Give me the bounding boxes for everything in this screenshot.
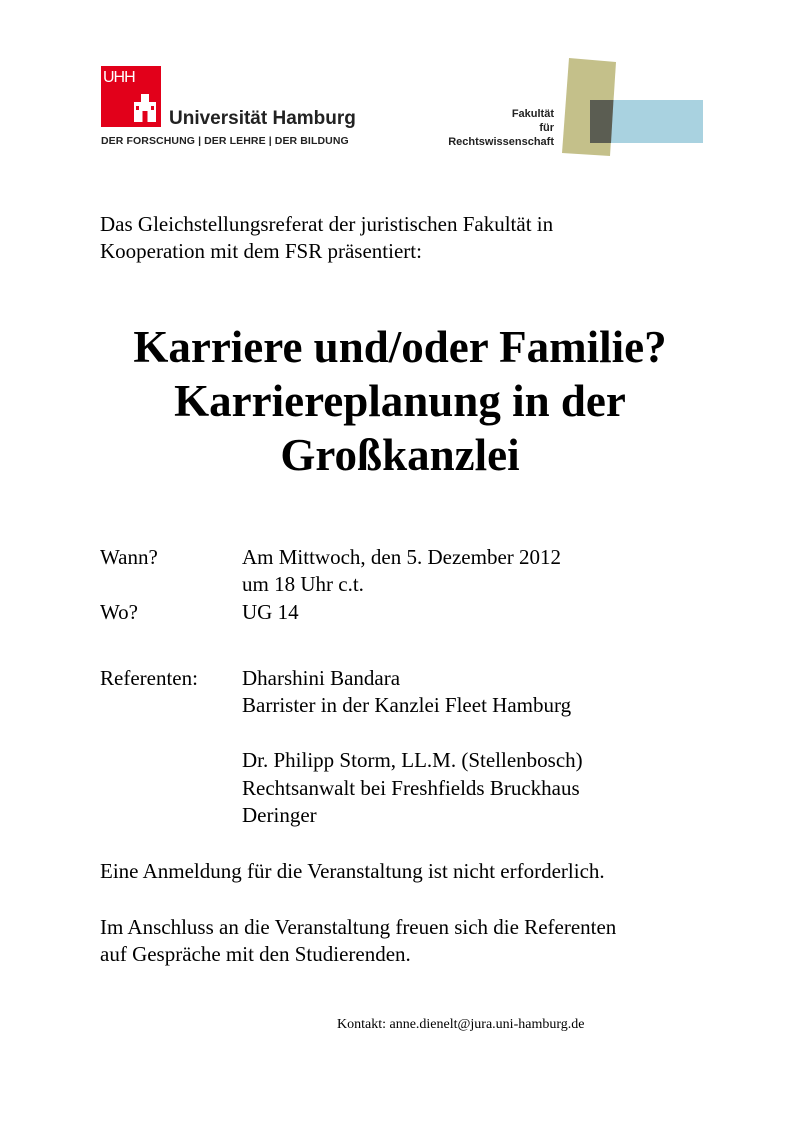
followup-note [100, 914, 720, 968]
intro-text [100, 211, 720, 265]
speakers-label: Referenten: [100, 666, 198, 690]
speaker-2-role-line-1: Rechtsanwalt bei Freshfields Bruckhaus [242, 776, 580, 800]
where-value: UG 14 [242, 600, 299, 624]
followup-line-2: auf Gespräche mit den Studierenden. [100, 942, 411, 966]
contact-email: Kontakt: anne.dienelt@jura.uni-hamburg.de [337, 1017, 585, 1032]
uhh-logo-mark [101, 66, 161, 127]
university-name: Universität Hamburg [169, 108, 356, 129]
university-tagline: DER FORSCHUNG | DER LEHRE | DER BILDUNG [101, 135, 349, 147]
where-label: Wo? [100, 600, 138, 624]
speaker-1-name: Dharshini Bandara [242, 666, 401, 690]
faculty-line-1: Fakultät [511, 108, 554, 120]
intro-line-1: Das Gleichstellungsreferat der juristischen Fakultät in [100, 212, 554, 236]
when-date: Am Mittwoch, den 5. Dezember 2012 [242, 545, 562, 569]
followup-line-1: Im Anschluss an die Veranstaltung freuen sich die Referenten [100, 915, 617, 939]
uhh-mark-text: UHH [103, 69, 135, 86]
faculty-line-2: für [539, 122, 554, 134]
intro-line-2: Kooperation mit dem FSR präsentiert: [100, 239, 422, 263]
faculty-logo-graphic [556, 58, 706, 158]
faculty-name [394, 107, 554, 149]
title-line-1: Karriere und/oder Familie? [133, 322, 667, 372]
speaker-2-name: Dr. Philipp Storm, LL.M. (Stellenbosch) [242, 748, 583, 772]
when-time: um 18 Uhr c.t. [242, 572, 364, 596]
when-label: Wann? [100, 545, 158, 569]
title-line-3: Großkanzlei [280, 430, 520, 480]
event-title [60, 320, 740, 482]
castle-icon [134, 94, 156, 122]
faculty-line-3: Rechtswissenschaft [448, 136, 554, 148]
registration-note: Eine Anmeldung für die Veranstaltung ist nicht erforderlich. [100, 859, 605, 883]
speaker-1-role: Barrister in der Kanzlei Fleet Hamburg [242, 693, 572, 717]
speaker-2-role-line-2: Deringer [242, 803, 317, 827]
title-line-2: Karriereplanung in der [174, 376, 626, 426]
